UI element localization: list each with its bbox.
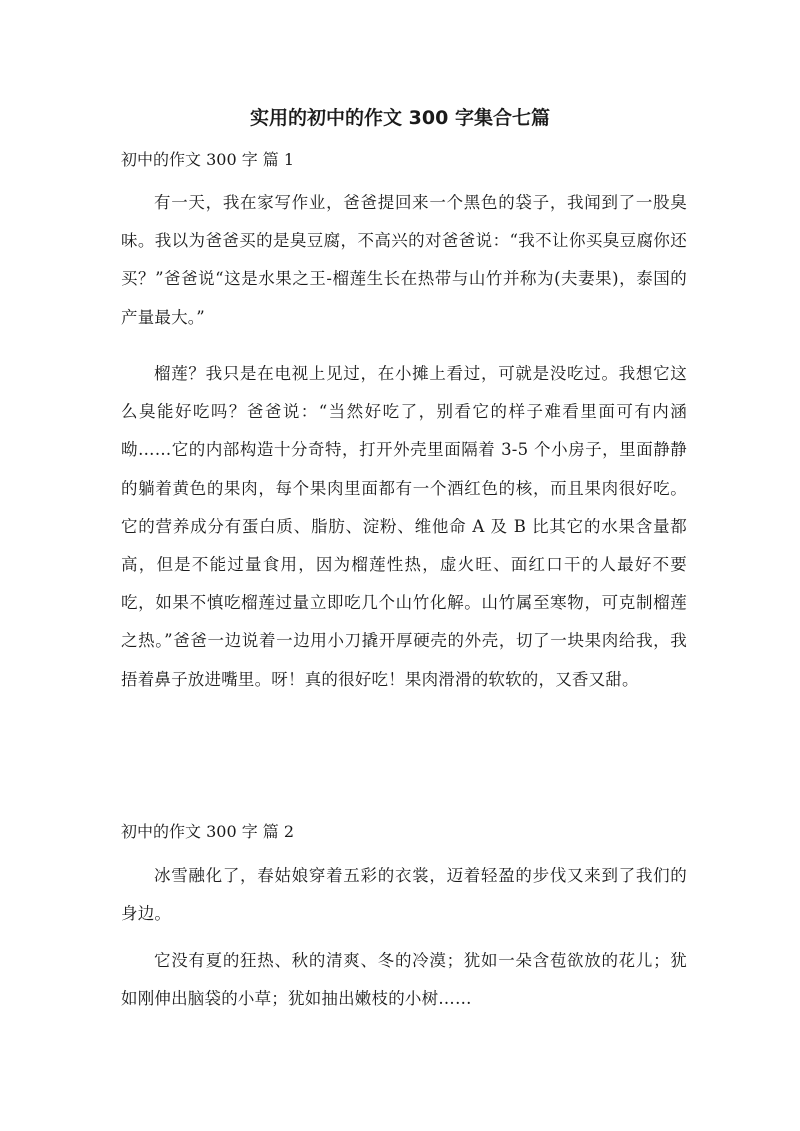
paragraph: 有一天，我在家写作业，爸爸提回来一个黑色的袋子，我闻到了一股臭味。我以为爸爸买的是臭豆腐，不高兴的对爸爸说：“我不让你买臭豆腐你还买？”爸爸说“这是水果之王-榴莲生长在热带与山竹并称为(夫妻果)，泰国的产量最大。”: [121, 193, 687, 327]
paragraph: 冰雪融化了，春姑娘穿着五彩的衣裳，迈着轻盈的步伐又来到了我们的身边。: [121, 866, 687, 924]
paragraph: 它没有夏的狂热、秋的清爽、冬的冷漠；犹如一朵含苞欲放的花儿；犹如刚伸出脑袋的小草；犹如抽出嫩枝的小树……: [121, 951, 687, 1009]
section-heading: 初中的作文 300 字 篇 1: [121, 150, 295, 169]
document-title: 实用的初中的作文 300 字集合七篇: [250, 107, 550, 129]
paragraph: 榴莲？我只是在电视上见过，在小摊上看过，可就是没吃过。我想它这么臭能好吃吗？爸爸说：“当然好吃了，别看它的样子难看里面可有内涵呦……它的内部构造十分奇特，打开外壳里面隔着 3-5 个小房子，里面静静的躺着黄色的果肉，每个果肉里面都有一个酒红色的核，而且果肉很好吃。它的营养成分有蛋白质、脂肪、淀粉、维他命 A 及 B 比其它的水果含量都高，但是不能过量食用，因为榴莲性热，虚火旺、面红口干的人最好不要吃，如果不慎吃榴莲过量立即吃几个山竹化解。山竹属至寒物，可克制榴莲之热。”爸爸一边说着一边用小刀撬开厚硬壳的外壳，切了一块果肉给我，我捂着鼻子放进嘴里。呀！真的很好吃！果肉滑滑的软软的，又香又甜。: [121, 364, 687, 689]
section-heading: 初中的作文 300 字 篇 2: [121, 822, 295, 841]
